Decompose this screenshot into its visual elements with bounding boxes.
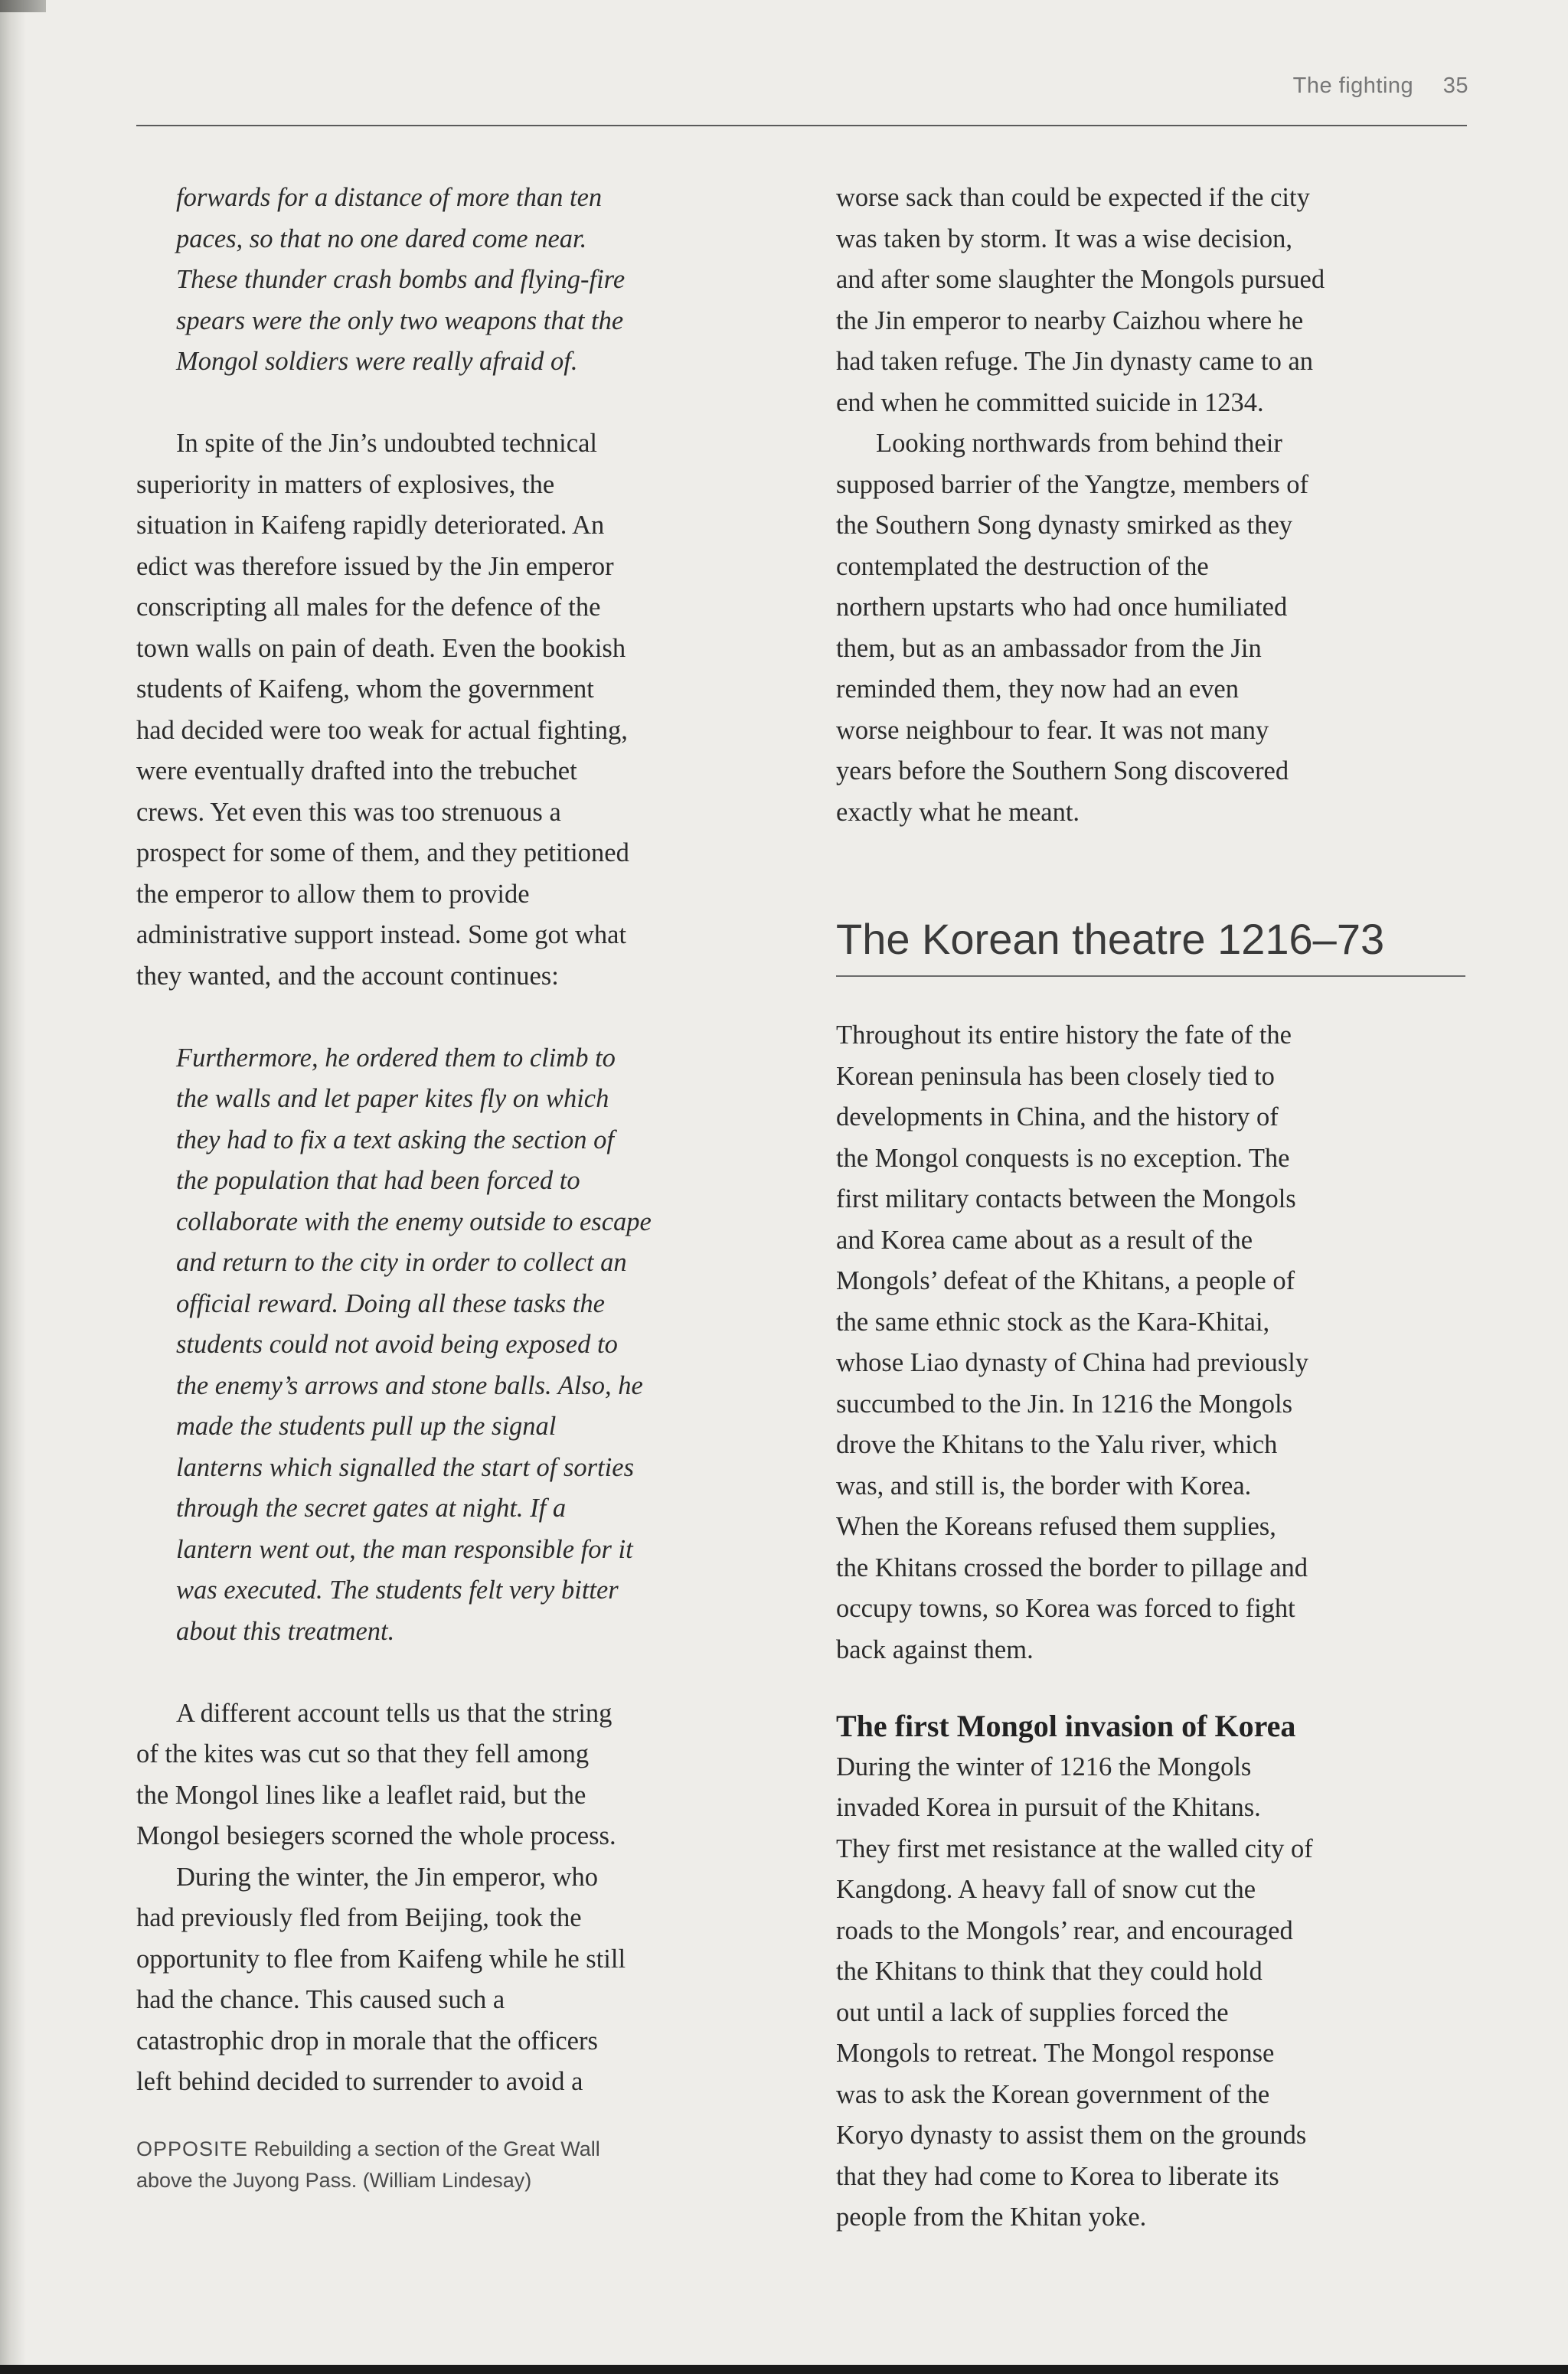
text-line: In spite of the Jin’s undoubted technical: [176, 429, 597, 458]
text-line: of the kites was cut so that they fell among: [136, 1739, 590, 1768]
image-caption: [136, 2134, 766, 2196]
text-line: contemplated the destruction of the: [836, 551, 1209, 581]
text-line: During the winter, the Jin emperor, who: [176, 1862, 599, 1892]
text-line: edict was therefore issued by the Jin emperor: [136, 551, 614, 581]
text-line: Throughout its entire history the fate of the: [836, 1020, 1292, 1050]
page-bottom-edge: [0, 2365, 1568, 2374]
text-line: was executed. The students felt very bitter: [176, 1576, 619, 1605]
spine-shadow: [0, 0, 26, 2374]
text-line: collaborate with the enemy outside to escape: [176, 1207, 652, 1236]
text-line: and after some slaughter the Mongols pursued: [836, 265, 1325, 294]
text-line: reminded them, they now had an even: [836, 674, 1239, 704]
paragraph-worse-sack: [836, 178, 1465, 423]
paragraph-gap: [136, 383, 766, 424]
text-line: back against them.: [836, 1634, 1034, 1664]
text-line: exactly what he meant.: [836, 797, 1080, 827]
text-line: paces, so that no one dared come near.: [176, 224, 587, 253]
text-line: During the winter of 1216 the Mongols: [836, 1752, 1252, 1781]
text-line: These thunder crash bombs and flying-fire: [176, 265, 626, 294]
header-rule: [136, 125, 1467, 126]
text-line: administrative support instead. Some got what: [136, 920, 627, 949]
text-line: worse sack than could be expected if the city: [836, 183, 1310, 212]
text-line: the emperor to allow them to provide: [136, 879, 530, 909]
text-line: had the chance. This caused such a: [136, 1985, 505, 2014]
text-line: the walls and let paper kites fly on which: [176, 1084, 609, 1113]
text-line: made the students pull up the signal: [176, 1412, 557, 1441]
text-line: succumbed to the Jin. In 1216 the Mongols: [836, 1389, 1293, 1419]
text-line: Mongol besiegers scorned the whole process.: [136, 1821, 616, 1850]
caption-line-2: above the Juyong Pass. (William Lindesay): [136, 2168, 532, 2192]
text-line: When the Koreans refused them supplies,: [836, 1512, 1276, 1541]
paragraph-kite-string: [136, 1693, 766, 1857]
text-line: A different account tells us that the string: [176, 1698, 612, 1728]
text-line: the Mongol lines like a leaflet raid, but the: [136, 1780, 586, 1810]
block-quote-thunder-bombs: [136, 178, 766, 383]
text-line: first military contacts between the Mongols: [836, 1184, 1296, 1213]
text-line: Mongol soldiers were really afraid of.: [176, 347, 578, 376]
text-line: that they had come to Korea to liberate its: [836, 2161, 1279, 2191]
text-line: Korean peninsula has been closely tied to: [836, 1061, 1275, 1091]
text-line: people from the Khitan yoke.: [836, 2203, 1147, 2232]
block-quote-paper-kites: [136, 1038, 766, 1653]
paragraph-gap: [136, 997, 766, 1038]
text-line: situation in Kaifeng rapidly deteriorated. An: [136, 511, 605, 540]
text-line: the Khitans to think that they could hold: [836, 1957, 1263, 1986]
text-line: they wanted, and the account continues:: [136, 961, 559, 991]
paragraph-korean-peninsula: [836, 1015, 1465, 1670]
text-line: students of Kaifeng, whom the government: [136, 674, 594, 704]
text-line: conscripting all males for the defence of the: [136, 593, 601, 622]
paragraph-first-invasion: [836, 1747, 1465, 2238]
page-number: 35: [1442, 73, 1468, 98]
text-line: out until a lack of supplies forced the: [836, 1997, 1229, 2027]
text-line: the enemy’s arrows and stone balls. Also, he: [176, 1370, 643, 1400]
text-line: the Jin emperor to nearby Caizhou where he: [836, 305, 1304, 335]
paragraph-southern-song: [836, 423, 1465, 833]
text-line: spears were the only two weapons that the: [176, 305, 624, 335]
text-line: supposed barrier of the Yangtze, members of: [836, 469, 1309, 499]
left-column: [136, 178, 766, 2196]
sub-heading: The first Mongol invasion of Korea: [836, 1709, 1296, 1743]
text-line: end when he committed suicide in 1234.: [836, 387, 1264, 417]
text-line: Looking northwards from behind their: [876, 429, 1282, 458]
text-line: whose Liao dynasty of China had previously: [836, 1348, 1309, 1377]
text-line: developments in China, and the history of: [836, 1102, 1279, 1131]
section-heading: The Korean theatre 1216–73: [836, 914, 1465, 977]
text-line: crews. Yet even this was too strenuous a: [136, 797, 561, 827]
caption-line-1: Rebuilding a section of the Great Wall: [253, 2137, 600, 2160]
text-line: the population that had been forced to: [176, 1166, 580, 1195]
text-line: occupy towns, so Korea was forced to fight: [836, 1594, 1295, 1623]
text-line: roads to the Mongols’ rear, and encouraged: [836, 1915, 1293, 1945]
text-line: forwards for a distance of more than ten: [176, 183, 603, 212]
text-line: Koryo dynasty to assist them on the grounds: [836, 2121, 1307, 2150]
text-line: years before the Southern Song discovered: [836, 756, 1289, 785]
text-line: worse neighbour to fear. It was not many: [836, 715, 1269, 745]
text-line: the same ethnic stock as the Kara-Khitai,: [836, 1307, 1270, 1337]
text-line: through the secret gates at night. If a: [176, 1494, 567, 1523]
text-line: lanterns which signalled the start of sorties: [176, 1452, 635, 1482]
caption-lead: OPPOSITE: [136, 2137, 249, 2160]
paragraph-kaifeng-situation: [136, 423, 766, 997]
text-line: Furthermore, he ordered them to climb to: [176, 1043, 616, 1073]
text-line: they had to fix a text asking the section of: [176, 1125, 614, 1154]
text-line: Mongols to retreat. The Mongol response: [836, 2039, 1275, 2068]
text-line: had taken refuge. The Jin dynasty came to an: [836, 347, 1314, 376]
text-line: invaded Korea in pursuit of the Khitans.: [836, 1793, 1261, 1822]
text-line: and Korea came about as a result of the: [836, 1225, 1253, 1255]
text-line: official reward. Doing all these tasks the: [176, 1288, 605, 1318]
text-line: They first met resistance at the walled city of: [836, 1834, 1313, 1863]
paragraph-gap: [136, 1652, 766, 1693]
text-line: was taken by storm. It was a wise decision,: [836, 224, 1292, 253]
text-line: were eventually drafted into the trebuchet: [136, 756, 577, 785]
text-line: opportunity to flee from Kaifeng while he still: [136, 1944, 626, 1974]
text-line: and return to the city in order to collect an: [176, 1248, 627, 1277]
text-line: northern upstarts who had once humiliated: [836, 593, 1288, 622]
text-line: the Khitans crossed the border to pillage and: [836, 1553, 1308, 1582]
running-header: [1293, 73, 1468, 99]
text-line: was to ask the Korean government of the: [836, 2079, 1270, 2109]
text-line: lantern went out, the man responsible for it: [176, 1534, 633, 1564]
paragraph-jin-emperor-flees: [136, 1857, 766, 2103]
text-line: had previously fled from Beijing, took the: [136, 1903, 582, 1932]
page-edge-mark: [0, 0, 46, 12]
text-line: Mongols’ defeat of the Khitans, a people of: [836, 1266, 1295, 1295]
heading-gap: [836, 977, 1465, 1015]
text-line: the Southern Song dynasty smirked as they: [836, 511, 1293, 540]
running-title: The fighting: [1292, 73, 1414, 98]
text-line: about this treatment.: [176, 1616, 395, 1646]
text-line: Kangdong. A heavy fall of snow cut the: [836, 1875, 1256, 1904]
text-line: drove the Khitans to the Yalu river, which: [836, 1430, 1278, 1459]
text-line: superiority in matters of explosives, the: [136, 469, 555, 499]
text-line: catastrophic drop in morale that the officers: [136, 2026, 598, 2056]
text-line: had decided were too weak for actual fighting,: [136, 715, 628, 745]
text-line: them, but as an ambassador from the Jin: [836, 633, 1262, 663]
right-column: [836, 178, 1465, 2238]
text-line: prospect for some of them, and they petitioned: [136, 838, 629, 867]
text-line: students could not avoid being exposed to: [176, 1330, 618, 1359]
text-line: town walls on pain of death. Even the bookish: [136, 633, 626, 663]
text-line: the Mongol conquests is no exception. The: [836, 1143, 1290, 1173]
text-line: left behind decided to surrender to avoid a: [136, 2067, 583, 2096]
text-line: was, and still is, the border with Korea.: [836, 1471, 1252, 1500]
